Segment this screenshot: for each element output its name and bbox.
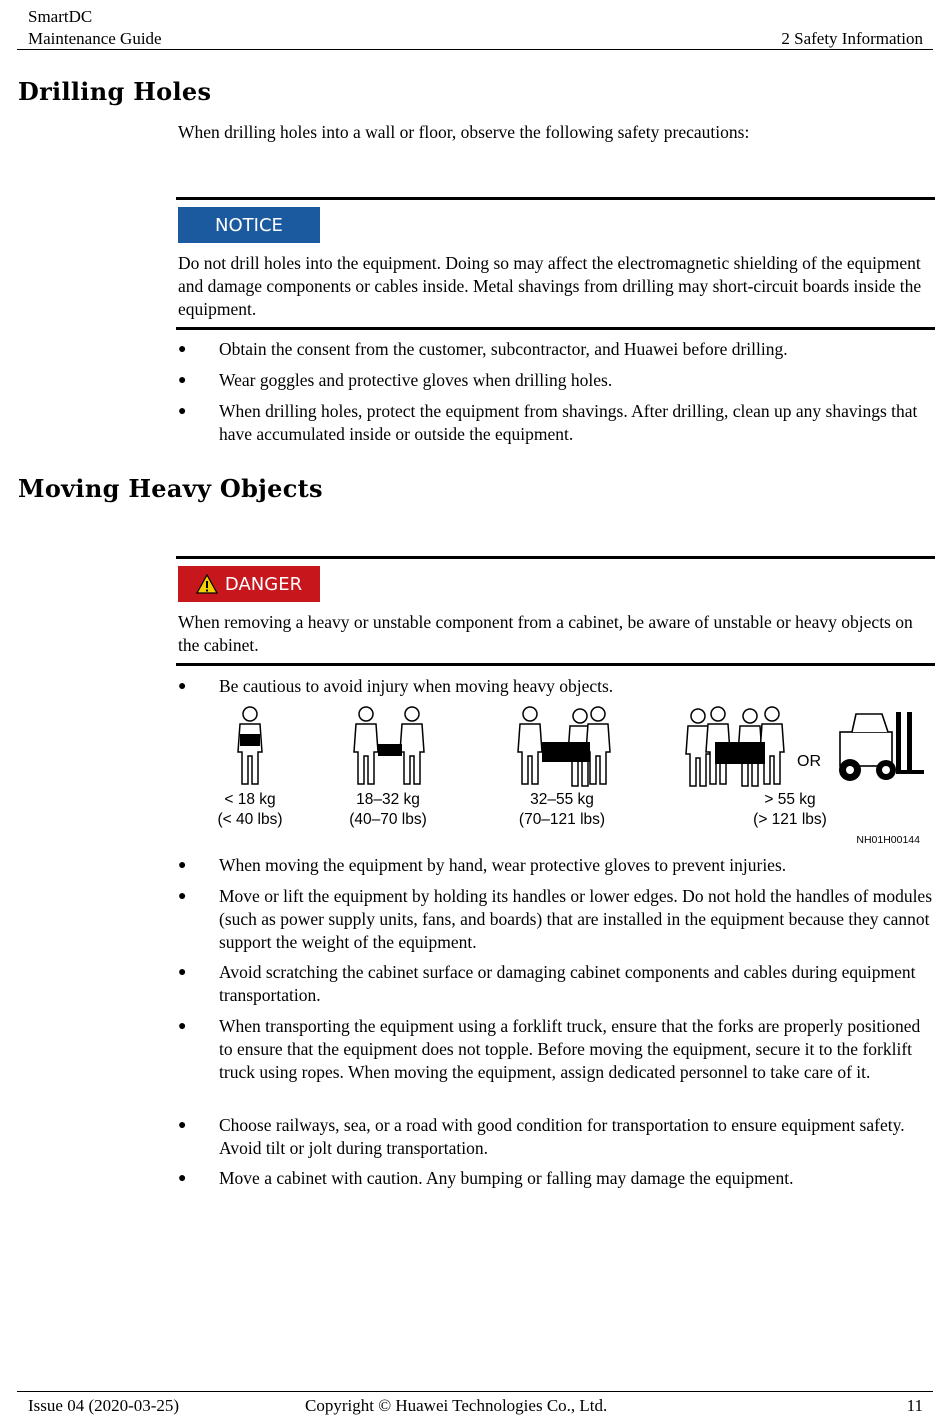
bullet-icon: ●	[178, 404, 187, 419]
bullet-icon: ●	[178, 858, 187, 873]
warning-triangle-icon	[196, 574, 218, 594]
danger-badge	[178, 566, 320, 602]
weight-kg-3: 32–55 kg	[530, 791, 594, 808]
notice-bottom-rule	[176, 327, 935, 330]
header-product: SmartDC	[28, 7, 93, 26]
figure-id: NH01H00144	[856, 834, 920, 846]
weight-lbs-3: (70–121 lbs)	[518, 811, 606, 828]
list-item: ● When drilling holes, protect the equipment from shavings. After drilling, clean up any shavings that have accumulated inside or outside the equipment.	[178, 401, 918, 444]
one-person-lift-icon	[238, 707, 262, 784]
header-guide: Maintenance Guide	[28, 29, 162, 48]
lifting-weight-figure	[200, 702, 926, 850]
forklift-icon	[839, 712, 924, 781]
section-title-drilling: Drilling Holes	[18, 77, 212, 106]
list-item: ● Choose railways, sea, or a road with good condition for transportation to ensure equipment safety. Avoid tilt or jolt during transportation.	[178, 1115, 905, 1158]
three-person-lift-icon	[518, 707, 610, 786]
bullet-icon: ●	[178, 1118, 187, 1133]
four-person-lift-icon	[686, 707, 784, 786]
weight-lbs-2: (40–70 lbs)	[349, 811, 427, 828]
bullet-icon: ●	[178, 679, 187, 694]
two-person-lift-icon	[354, 707, 424, 784]
list-item: ● Move or lift the equipment by holding its handles or lower edges. Do not hold the handles of modules (such as power supply units, fans, and boards) that are installed in the equipment because they cannot support the weight of the equipment.	[178, 886, 933, 952]
list-item: ● Obtain the consent from the customer, subcontractor, and Huawei before drilling.	[178, 339, 788, 359]
header-rule	[17, 49, 933, 50]
bullet-icon: ●	[178, 1171, 187, 1186]
danger-text: When removing a heavy or unstable component from a cabinet, be aware of unstable or heavy objects on the cabinet.	[178, 612, 913, 655]
or-label: OR	[797, 753, 821, 770]
weight-kg-1: < 18 kg	[224, 791, 276, 808]
notice-top-rule	[176, 197, 935, 200]
bullet-icon: ●	[178, 373, 187, 388]
list-item: ● When moving the equipment by hand, wear protective gloves to prevent injuries.	[178, 855, 787, 875]
weight-lbs-4: (> 121 lbs)	[753, 811, 827, 828]
weight-lbs-1: (< 40 lbs)	[217, 811, 283, 828]
danger-top-rule	[176, 556, 935, 559]
notice-text: Do not drill holes into the equipment. Doing so may affect the electromagnetic shielding of the equipment and damage components or cables inside. Metal shavings from drilling may short-circuit boards inside the equipment.	[178, 253, 922, 319]
list-item: ● When transporting the equipment using a forklift truck, ensure that the forks are properly positioned to ensure that the equipment does not topple. Before moving the equipment, secure it to the forklift truck using ropes. When moving the equipment, assign dedicated personnel to take care of it.	[178, 1016, 921, 1082]
drilling-intro: When drilling holes into a wall or floor, observe the following safety precautions:	[178, 122, 750, 142]
list-item: ● Avoid scratching the cabinet surface or damaging cabinet components and cables during equipment transportation.	[178, 962, 916, 1005]
danger-bottom-rule	[176, 663, 935, 666]
danger-label: DANGER	[224, 573, 303, 595]
weight-kg-4: > 55 kg	[764, 791, 816, 808]
list-item: ● Wear goggles and protective gloves when drilling holes.	[178, 370, 613, 390]
list-item: ● Be cautious to avoid injury when moving heavy objects.	[178, 676, 614, 696]
bullet-icon: ●	[178, 889, 187, 904]
header-chapter: 2 Safety Information	[781, 29, 923, 48]
bullet-icon: ●	[178, 965, 187, 980]
list-item: ● Move a cabinet with caution. Any bumping or falling may damage the equipment.	[178, 1168, 794, 1188]
footer-rule	[17, 1391, 933, 1392]
bullet-icon: ●	[178, 1019, 187, 1034]
weight-kg-2: 18–32 kg	[356, 791, 420, 808]
notice-label: NOTICE	[215, 214, 283, 236]
footer-copyright: Copyright © Huawei Technologies Co., Ltd.	[305, 1396, 608, 1415]
footer-issue: Issue 04 (2020-03-25)	[28, 1396, 180, 1415]
page-number: 11	[906, 1396, 923, 1415]
section-title-moving: Moving Heavy Objects	[18, 474, 323, 503]
bullet-icon: ●	[178, 342, 187, 357]
notice-badge	[178, 207, 320, 243]
